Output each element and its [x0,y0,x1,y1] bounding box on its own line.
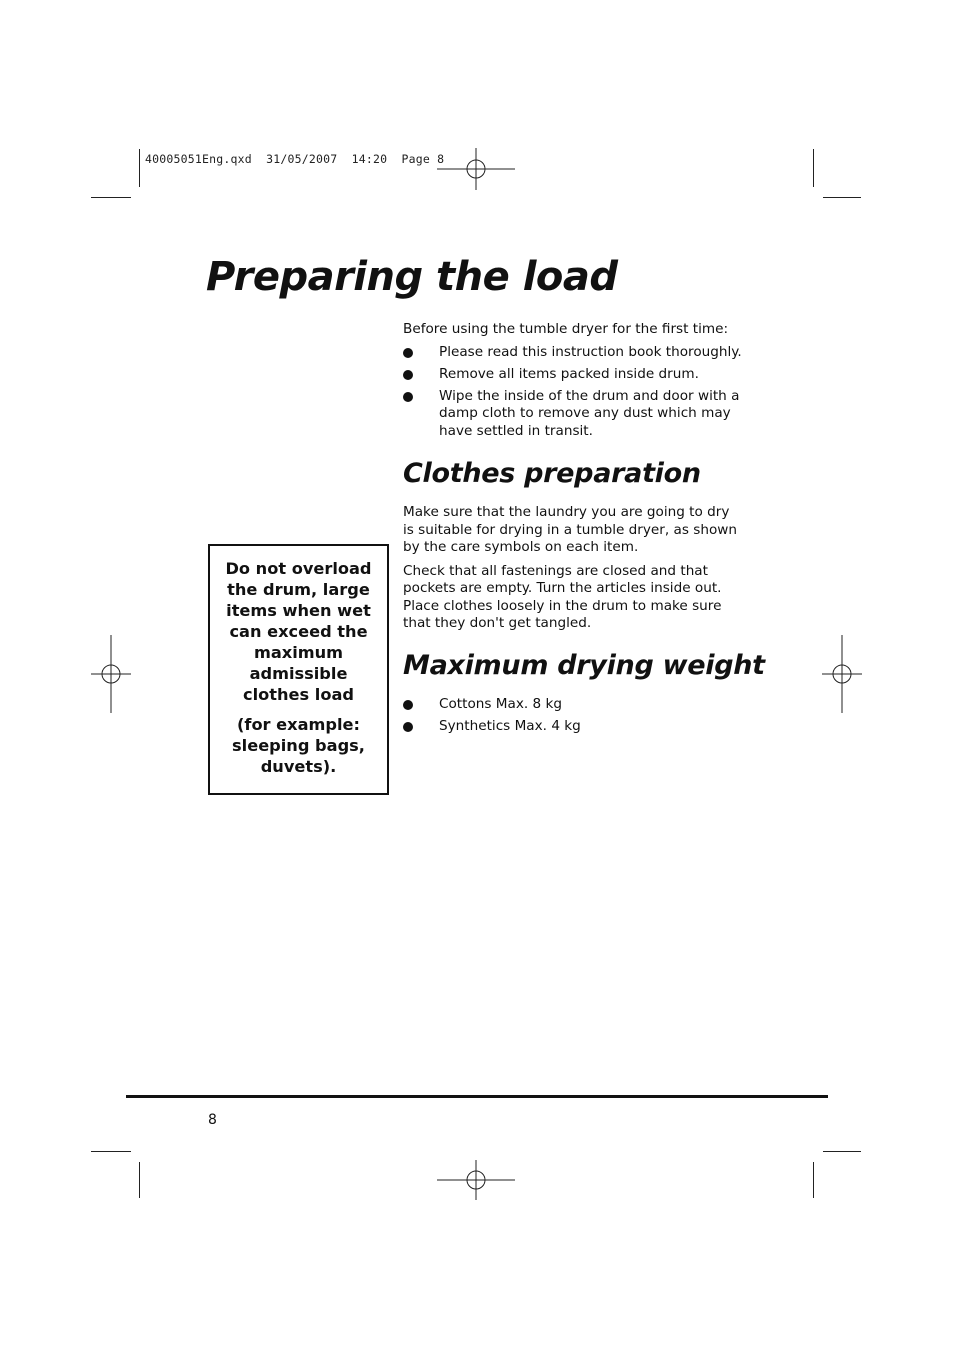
clothes-preparation-body [403,504,741,639]
registration-mark-icon [437,1160,515,1200]
intro-bullet-list [403,344,753,441]
crop-mark [91,1151,131,1152]
footer-rule [126,1095,828,1098]
paragraph: Make sure that the laundry you are going to dry is suitable for drying in a tumble dryer, as shown by the care symbols on each item. [403,504,738,555]
bullet-icon [403,392,413,402]
intro-section [403,321,753,445]
bullet-icon [403,370,413,380]
page-title: Preparing the load [206,254,618,300]
max-weight-list [403,696,753,736]
crop-mark [813,1162,814,1198]
max-weight-section [403,696,753,740]
registration-mark-icon [437,148,515,190]
list-item: Wipe the inside of the drum and door with a damp cloth to remove any dust which may have settled in transit. [403,388,753,441]
warning-example: (for example: sleeping bags, duvets). [232,715,365,776]
crop-mark [823,1151,861,1152]
bullet-icon [403,348,413,358]
crop-mark [139,149,140,187]
page-number: 8 [208,1112,217,1128]
clothes-preparation-heading: Clothes preparation [403,458,701,489]
warning-text: Do not overload the drum, large items when wet can exceed the maximum admissible clothes load [225,559,372,704]
crop-mark [823,197,861,198]
list-item: Please read this instruction book thoroughly. [403,344,753,362]
intro-lead: Before using the tumble dryer for the first time: [403,321,729,337]
max-weight-heading: Maximum drying weight [403,650,765,681]
printer-slug: 40005051Eng.qxd 31/05/2007 14:20 Page 8 [145,152,445,166]
registration-mark-icon [822,635,862,713]
bullet-icon [403,700,413,710]
warning-box [208,544,389,795]
list-item: Remove all items packed inside drum. [403,366,753,384]
bullet-icon [403,722,413,732]
crop-mark [813,149,814,187]
crop-mark [139,1162,140,1198]
crop-mark [91,197,131,198]
registration-mark-icon [91,635,131,713]
list-item: Cottons Max. 8 kg [403,696,753,714]
paragraph: Check that all fastenings are closed and that pockets are empty. Turn the articles inside out. Place clothes loosely in the drum to make sure that they don't get tangled. [403,562,722,631]
list-item: Synthetics Max. 4 kg [403,718,753,736]
